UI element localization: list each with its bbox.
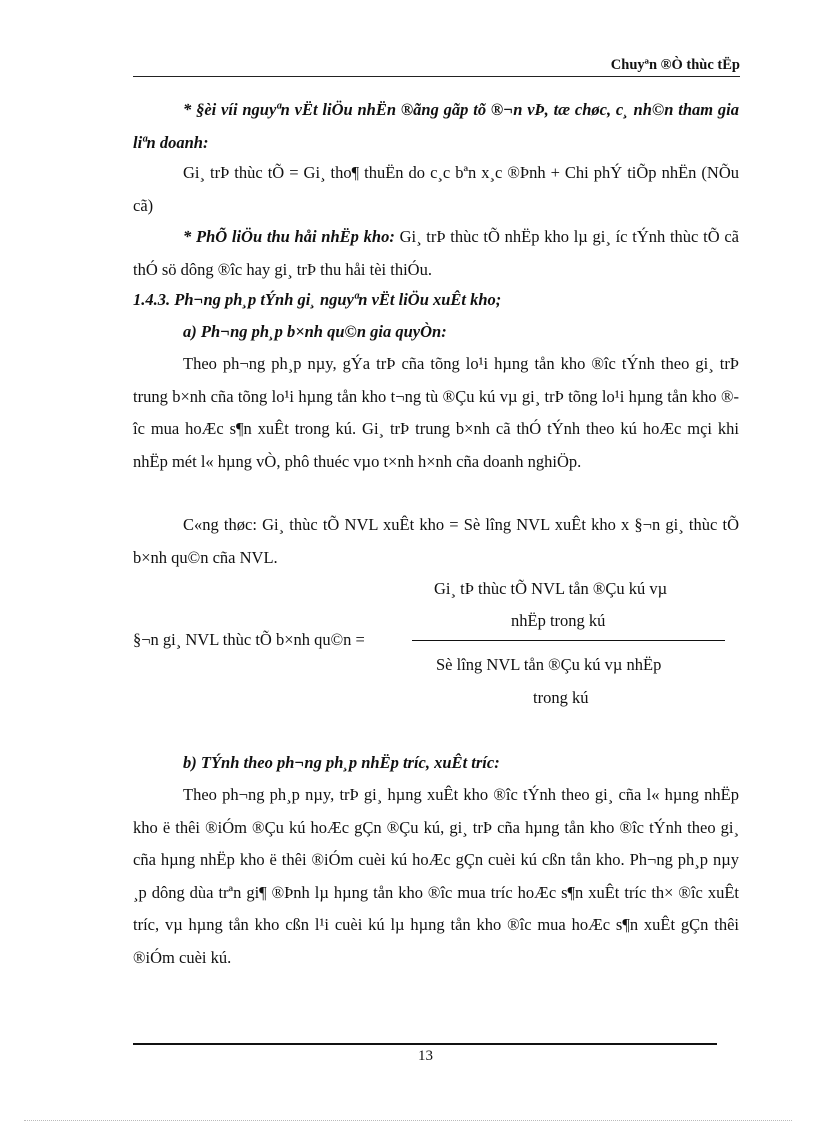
section-heading-1-4-3: 1.4.3. Ph¬ng ph¸p tÝnh gi¸ nguyªn vËt liÖu xuÊt kho; — [133, 290, 502, 309]
paragraph-actual-value: Gi¸ trÞ thùc tÕ = Gi¸ tho¶ thuËn do c¸c bªn x¸c ®Þnh + Chi phÝ tiÕp nhËn (NÕu cã) — [133, 163, 739, 215]
subheading-b: b) TÝnh theo ph¬ng ph¸p nhËp tríc, xuÊt tríc: — [183, 753, 500, 772]
fraction-bar — [412, 640, 725, 641]
footer-rule — [133, 1043, 717, 1045]
paragraph-joint-venture: * §èi víi nguyªn vËt liÖu nhËn ®ãng gãp tõ ®¬n vÞ, tæ chøc, c¸ nh©n tham gia liªn doanh: — [133, 100, 739, 152]
page-edge-dotted — [24, 1120, 792, 1121]
subheading-a: a) Ph¬ng ph¸p b×nh qu©n gia quyÒn: — [183, 322, 447, 341]
paragraph-scrap — [133, 221, 739, 286]
page-number: 13 — [418, 1048, 433, 1064]
formula-numerator-line-2: nhËp trong kú — [511, 611, 606, 630]
paragraph-weighted-average: Theo ph¬ng ph¸p nµy, gÝa trÞ cña tõng lo¹i hµng tån kho ®îc tÝnh theo gi¸ trÞ trung b×nh cña tõng lo¹i hµng tån kho t¬ng tù ®Çu kú vµ gi¸ trÞ tõng lo¹i hµng tån kho ®îc mua hoÆc s¶n xuÊt trong kú. Gi¸ trÞ trung b×nh cã thÓ tÝnh theo kú hoÆc mçi khi nhËp mét l« hµng vÒ, phô thuéc vµo t×nh h×nh cña doanh nghiÖp. — [133, 354, 739, 471]
scrap-text: Gi¸ trÞ thùc tÕ nhËp kho lµ gi¸ íc tÝnh thùc tÕ cã thÓ sö dông ®îc hay gi¸ trÞ thu håi tèi thiÓu. — [133, 227, 739, 279]
formula-numerator-line-1: Gi¸ tÞ thùc tÕ NVL tån ®Çu kú vµ — [434, 579, 668, 598]
header-rule — [133, 76, 740, 77]
formula-denominator-line-1: Sè lîng NVL tån ®Çu kú vµ nhËp — [436, 655, 662, 674]
formula-denominator-line-2: trong kú — [533, 688, 589, 707]
paragraph-fifo: Theo ph¬ng ph¸p nµy, trÞ gi¸ hµng xuÊt kho ®îc tÝnh theo gi¸ cña l« hµng nhËp kho ë thêi ®iÓm ®Çu kú hoÆc gÇn ®Çu kú, gi¸ trÞ cña hµng tån kho ®îc tÝnh theo gi¸ cña hµng nhËp kho ë thêi ®iÓm cuèi kú hoÆc gÇn cuèi kú cßn tån kho. Ph¬ng ph¸p nµy ¸p dông dùa trªn gi¶ ®Þnh lµ hµng tån kho ®îc mua tríc hoÆc s¶n xuÊt tríc th× ®îc xuÊt tríc, vµ hµng tån kho cßn l¹i cuèi kú lµ hµng tån kho ®îc mua hoÆc s¶n xuÊt gÇn thêi ®iÓm cuèi kú. — [133, 785, 739, 967]
scrap-lead: * PhÕ liÖu thu håi nhËp kho: — [183, 227, 395, 246]
formula-lhs: §¬n gi¸ NVL thùc tÕ b×nh qu©n = — [133, 630, 365, 649]
paragraph-formula-text: C«ng thøc: Gi¸ thùc tÕ NVL xuÊt kho = Sè lîng NVL xuÊt kho x §¬n gi¸ thùc tÕ b×nh qu©n cña NVL. — [133, 515, 739, 567]
running-header: Chuyªn ®Ò thùc tËp — [610, 57, 740, 73]
